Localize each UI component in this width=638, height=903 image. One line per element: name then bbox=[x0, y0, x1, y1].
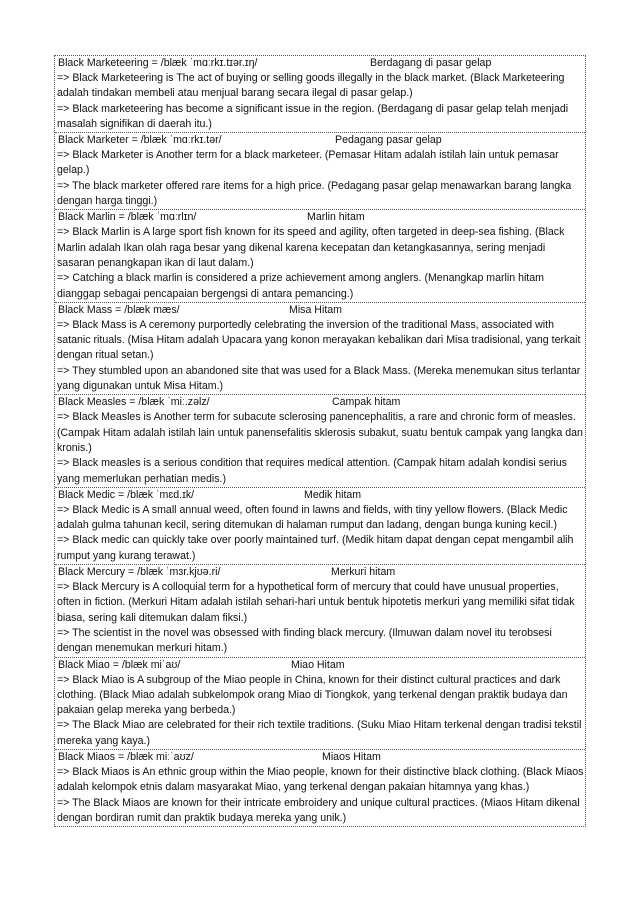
entry-term: Black Mercury = /blæk ˈmɜr.kjʊə.ri/ bbox=[58, 566, 221, 579]
vocab-entry bbox=[55, 750, 585, 826]
entry-definition: => Black Miao is A subgroup of the Miao people in China, known for their distinct cultural practices and dark clothing. (Black Miao adalah subkelompok orang Miao di Tiongkok, yang terkenal dengan praktik budaya dan pakaian gelap mereka yang berbeda.) bbox=[57, 673, 568, 717]
vocab-entry bbox=[55, 56, 585, 133]
entry-definition: => Black Miaos is An ethnic group within the Miao people, known for their distinctive black clothing. (Black Miaos adalah kelompok etnis dalam masyarakat Miao, yang terkenal dengan pakaian hitamnya yang khas.) bbox=[57, 765, 584, 794]
entry-definition: => Black Marketeering is The act of buying or selling goods illegally in the black market. (Black Marketeering adalah tindakan membeli atau menjual barang secara ilegal di pasar gelap.) bbox=[57, 72, 565, 100]
entry-example: => Black medic can quickly take over poorly maintained turf. (Medik hitam dapat dengan cepat mengambil alih rumput yang kurang terawat.) bbox=[57, 534, 574, 562]
entry-translation: Misa Hitam bbox=[289, 303, 342, 316]
entry-header bbox=[57, 750, 584, 765]
entry-header bbox=[57, 395, 584, 410]
entry-term: Black Marketer = /blæk ˈmɑːrkɪ.tər/ bbox=[58, 134, 222, 147]
entry-header bbox=[57, 56, 584, 71]
entry-example: => Catching a black marlin is considered a prize achievement among anglers. (Menangkap marlin hitam dianggap sebagai pencapaian bergengsi di antara pemancing.) bbox=[57, 272, 544, 300]
entry-term: Black Mass = /blæk mæs/ bbox=[58, 303, 180, 316]
vocab-entry bbox=[55, 133, 585, 210]
entry-translation: Medik hitam bbox=[304, 488, 362, 501]
entry-term: Black Miaos = /blæk miːˈaʊz/ bbox=[58, 750, 194, 763]
entry-definition: => Black Marlin is A large sport fish known for its speed and agility, often targeted in deep-sea fishing. (Black Marlin adalah Ikan olah raga besar yang dikenal karena kecepatan dan ketangkasannya, sering menjadi sasaran penangkapan ikan di laut dalam.) bbox=[57, 226, 565, 269]
entry-term: Black Marketeering = /blæk ˈmɑːrkɪ.tɪər.ɪŋ/ bbox=[58, 57, 258, 69]
entry-translation: Miaos Hitam bbox=[322, 750, 381, 763]
entry-term: Black Marlin = /blæk ˈmɑːrlɪn/ bbox=[58, 211, 197, 224]
entry-term: Black Medic = /blæk ˈmɛd.ɪk/ bbox=[58, 488, 195, 501]
entry-header bbox=[57, 565, 584, 580]
vocab-entry bbox=[55, 565, 585, 657]
entry-definition: => Black Mass is A ceremony purportedly celebrating the inversion of the traditional Mass, associated with satanic rituals. (Misa Hitam adalah Upacara yang konon merayakan kebalikan dari Misa tradisional, yang terkait dengan ritual setan.) bbox=[57, 318, 581, 362]
entry-definition: => Black Medic is A small annual weed, often found in lawns and fields, with tiny yellow flowers. (Black Medic adalah gulma tahunan kecil, sering ditemukan di halaman rumput dan ladang, dengan bunga kuning kecil.) bbox=[57, 503, 568, 532]
vocab-entry bbox=[55, 488, 585, 565]
entry-header bbox=[57, 488, 584, 503]
entry-header bbox=[57, 658, 584, 673]
entry-example: => They stumbled upon an abandoned site that was used for a Black Mass. (Mereka menemukan situs terlantar yang digunakan untuk Misa Hitam.) bbox=[57, 364, 581, 393]
entry-example: => The black marketer offered rare items for a high price. (Pedagang pasar gelap menawarkan barang langka dengan harga tinggi.) bbox=[57, 179, 572, 208]
entry-translation: Miao Hitam bbox=[291, 658, 345, 671]
entry-definition: => Black Marketer is Another term for a black marketeer. (Pemasar Hitam adalah istilah lain untuk pemasar gelap.) bbox=[57, 149, 559, 177]
entry-translation: Pedagang pasar gelap bbox=[335, 134, 442, 147]
entry-example: => Black measles is a serious condition that requires medical attention. (Campak hitam adalah kondisi serius yang memerlukan perhatian medis.) bbox=[57, 457, 567, 485]
vocab-entry bbox=[55, 658, 585, 750]
vocab-entry bbox=[55, 395, 585, 487]
entry-translation: Merkuri hitam bbox=[331, 566, 396, 579]
entry-example: => Black marketeering has become a significant issue in the region. (Berdagang di pasar gelap telah menjadi masalah signifikan di daerah itu.) bbox=[57, 102, 569, 130]
entry-example: => The Black Miaos are known for their intricate embroidery and unique cultural practices. (Miaos Hitam dikenal dengan bordiran rumit dan praktik budaya mereka yang unik.) bbox=[57, 796, 580, 824]
entry-translation: Marlin hitam bbox=[307, 211, 365, 224]
entry-example: => The scientist in the novel was obsessed with finding black mercury. (Ilmuwan dalam novel itu terobsesi dengan menemukan merkuri hitam.) bbox=[57, 626, 552, 655]
entry-header bbox=[57, 210, 584, 225]
entry-header bbox=[57, 303, 584, 318]
vocab-entry bbox=[55, 303, 585, 395]
entry-definition: => Black Mercury is A colloquial term for a hypothetical form of mercury that could have unusual properties, often in fiction. (Merkuri Hitam adalah istilah sehari-hari untuk bentuk hipotetis merkuri yang memiliki sifat tidak biasa, sering kali ditemukan dalam fiksi.) bbox=[57, 581, 575, 624]
entry-term: Black Miao = /blæk miˈaʊ/ bbox=[58, 658, 181, 671]
entry-example: => The Black Miao are celebrated for their rich textile traditions. (Suku Miao Hitam terkenal dengan tradisi tekstil mereka yang kaya.) bbox=[57, 719, 582, 747]
vocab-entry bbox=[55, 210, 585, 302]
entry-translation: Berdagang di pasar gelap bbox=[370, 57, 492, 69]
entry-header bbox=[57, 133, 584, 148]
entry-translation: Campak hitam bbox=[332, 396, 401, 409]
vocabulary-document bbox=[54, 55, 586, 827]
entry-term: Black Measles = /blæk ˈmiː.zəlz/ bbox=[58, 396, 210, 409]
entry-definition: => Black Measles is Another term for subacute sclerosing panencephalitis, a rare and chronic form of measles. (Campak Hitam adalah istilah lain untuk panensefalitis sklerosis subakut, suatu bentuk campak yang langka dan kronis.) bbox=[57, 411, 583, 454]
